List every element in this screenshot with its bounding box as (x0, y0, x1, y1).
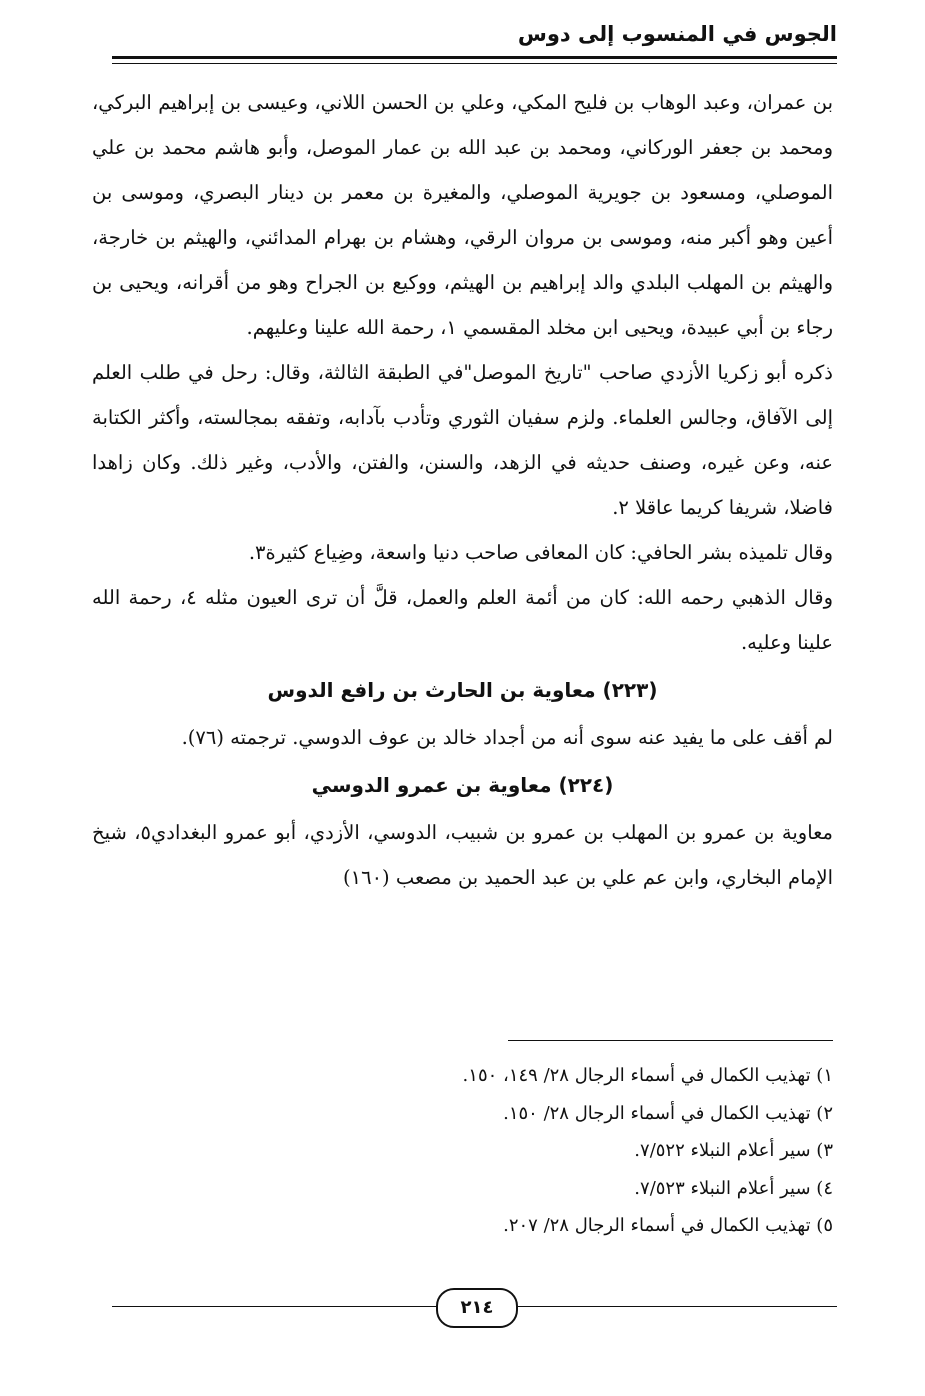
header-rule-thick (112, 56, 837, 59)
main-text (92, 80, 833, 900)
paragraph-2: ذكره أبو زكريا الأزدي صاحب "تاريخ الموصل"في الطبقة الثالثة، وقال: رحل في طلب العلم إلى الآفاق، وجالس العلماء. ولزم سفيان الثوري وتأدب بآدابه، وتفقه بمجالسته، وأكثر الكتابة عنه، وعن غيره، وصنف حديثه في الزهد، والسنن، والفتن، والأدب، وغير ذلك. وكان زاهدا فاضلا، شريفا كريما عاقلا ٢. (92, 361, 833, 519)
entry-heading-224: (٢٢٤) معاوية بن عمرو الدوسي (311, 773, 614, 797)
paragraph-3: وقال تلميذه بشر الحافي: كان المعافى صاحب دنيا واسعة، وضِياع كثيرة٣. (248, 541, 833, 564)
running-title: الجوس في المنسوب إلى دوس (517, 22, 837, 46)
footnote-separator (508, 1040, 833, 1041)
paragraph-6: معاوية بن عمرو بن المهلب بن عمرو بن شبيب، الدوسي، الأزدي، أبو عمرو البغدادي٥، شيخ الإمام البخاري، وابن عم علي بن عبد الحميد بن مصعب (١٦٠) (92, 821, 833, 889)
paragraph-1: بن عمران، وعبد الوهاب بن فليح المكي، وعلي بن الحسن اللاني، وعيسى بن إبراهيم البركي، ومحمد بن جعفر الوركاني، ومحمد بن عبد الله بن عمار الموصل، وأبو هاشم محمد بن علي الموصلي، ومسعود بن جويرية الموصلي، والمغيرة بن معمر بن دينار البصري، وموسى بن أعين وهو أكبر منه، وموسى بن مروان الرقي، وهشام بن بهرام المدائني، والهيثم بن خارجة، والهيثم بن المهلب البلدي والد إبراهيم بن الهيثم، ووكيع بن الجراح وهو من أقرانه، ويحيى بن رجاء بن أبي عبيدة، ويحيى ابن مخلد المقسمي ١، رحمة الله علينا وعليهم. (92, 91, 833, 339)
footnote-3: ٣) سير أعلام النبلاء ٧/٥٢٢. (634, 1140, 833, 1161)
paragraph-5: لم أقف على ما يفيد عنه سوى أنه من أجداد خالد بن عوف الدوسي. ترجمته (٧٦). (181, 726, 833, 749)
footnote-2: ٢) تهذيب الكمال في أسماء الرجال ٢٨/ ١٥٠. (503, 1102, 833, 1124)
footnotes (92, 1057, 833, 1245)
entry-heading-223: (٢٢٣) معاوية بن الحارث بن رافع الدوس (267, 678, 658, 702)
footnote-4: ٤) سير أعلام النبلاء ٧/٥٢٣. (634, 1177, 833, 1199)
footnote-5: ٥) تهذيب الكمال في أسماء الرجال ٢٨/ ٢٠٧. (503, 1215, 833, 1236)
paragraph-4: وقال الذهبي رحمه الله: كان من أئمة العلم والعمل، قلَّ أن ترى العيون مثله ٤، رحمة الله علينا وعليه. (92, 586, 833, 654)
header-rule-thin (112, 63, 837, 64)
page-number: ٢١٤ (436, 1288, 518, 1328)
footnote-1: ١) تهذيب الكمال في أسماء الرجال ٢٨/ ١٤٩، ١٥٠. (462, 1065, 833, 1086)
